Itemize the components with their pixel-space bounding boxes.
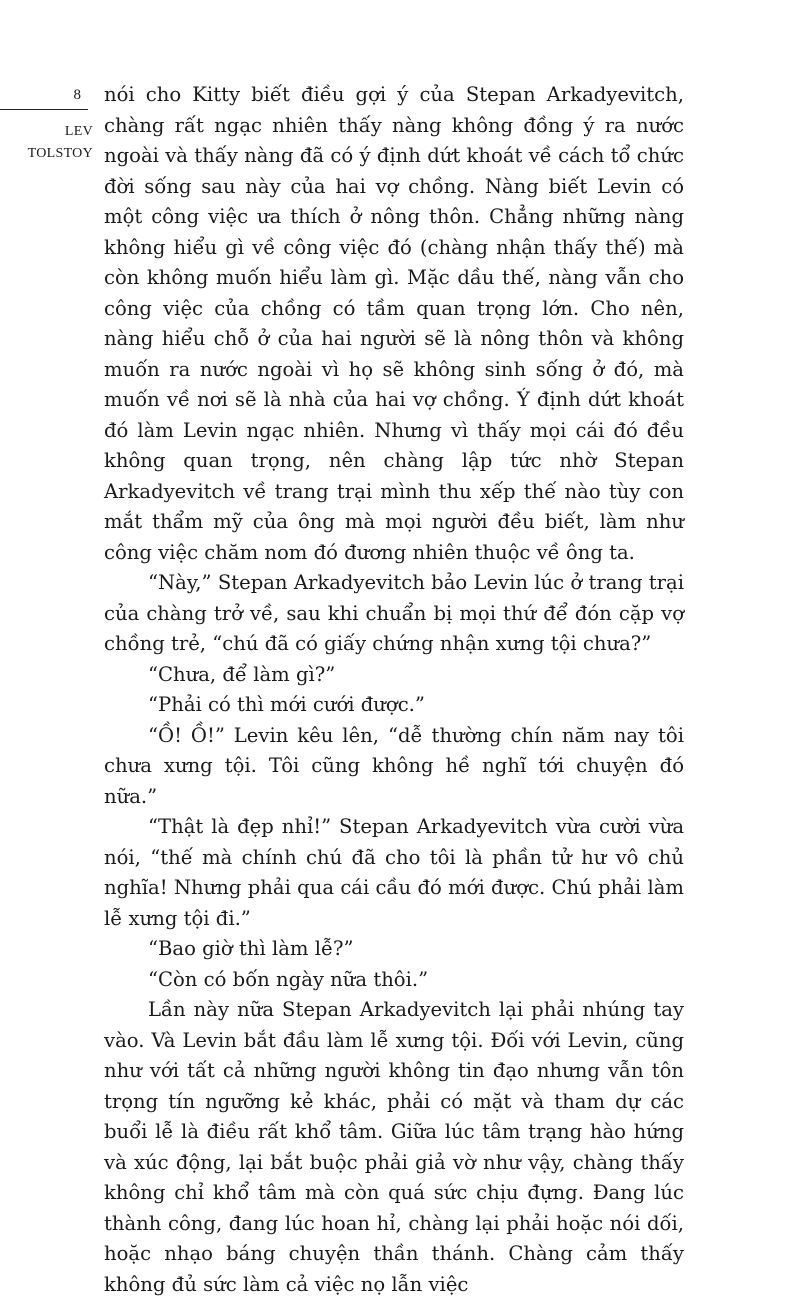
page-number: 8 xyxy=(73,87,81,103)
author-last-name: TOLSTOY xyxy=(27,146,93,161)
paragraph: “Bao giờ thì làm lễ?” xyxy=(148,937,354,960)
paragraph: “Này,” Stepan Arkadyevitch bảo Levin lúc ở trang trại của chàng trở về, sau khi chuẩn bị mọi thứ để đón cặp vợ chồng trẻ, “chú đã có giấy chứng nhận xưng tội chưa?” xyxy=(104,571,684,655)
header-rule xyxy=(0,109,88,110)
paragraph: “Thật là đẹp nhỉ!” Stepan Arkadyevitch vừa cười vừa nói, “thế mà chính chú đã cho tôi là phần tử hư vô chủ nghĩa! Nhưng phải qua cái cầu đó mới được. Chú phải làm lễ xưng tội đi.” xyxy=(104,815,684,930)
paragraph: nói cho Kitty biết điều gợi ý của Stepan Arkadyevitch, chàng rất ngạc nhiên thấy nàng không đồng ý ra nước ngoài và thấy nàng đã có ý định dứt khoát về cách tổ chức đời sống sau này của hai vợ chồng. Nàng biết Levin có một công việc ưa thích ở nông thôn. Chẳng những nàng không hiểu gì về công việc đó (chàng nhận thấy thế) mà còn không muốn hiểu làm gì. Mặc dầu thế, nàng vẫn cho công việc của chồng có tầm quan trọng lớn. Cho nên, nàng hiểu chỗ ở của hai người sẽ là nông thôn và không muốn ra nước ngoài vì họ sẽ không sinh sống ở đó, mà muốn về nơi sẽ là nhà của hai vợ chồng. Ý định dứt khoát đó làm Levin ngạc nhiên. Nhưng vì thấy mọi cái đó đều không quan trọng, nên chàng lập tức nhờ Stepan Arkadyevitch về trang trại mình thu xếp thế nào tùy con mắt thẩm mỹ của ông mà mọi người đều biết, làm như công việc chăm nom đó đương nhiên thuộc về ông ta. xyxy=(104,83,684,564)
paragraph: “Chưa, để làm gì?” xyxy=(148,662,336,686)
body-text xyxy=(104,80,684,1300)
paragraph: “Còn có bốn ngày nữa thôi.” xyxy=(148,967,429,991)
paragraph: Lần này nữa Stepan Arkadyevitch lại phải nhúng tay vào. Và Levin bắt đầu làm lễ xưng tội. Đối với Levin, cũng như với tất cả những người không tin đạo nhưng vẫn tôn trọng tín ngưỡng kẻ khác, phải có mặt và tham dự các buổi lễ là điều rất khổ tâm. Giữa lúc tâm trạng hào hứng và xúc động, lại bắt buộc phải giả vờ như vậy, chàng thấy không chỉ khổ tâm mà còn quá sức chịu đựng. Đang lúc thành công, đang lúc hoan hỉ, chàng lại phải hoặc nói dối, hoặc nhạo báng chuyện thần thánh. Chàng cảm thấy không đủ sức làm cả việc nọ lẫn việc xyxy=(104,998,684,1296)
paragraph: “Ồ! Ồ!” Levin kêu lên, “dễ thường chín năm nay tôi chưa xưng tội. Tôi cũng không hề nghĩ tới chuyện đó nữa.” xyxy=(104,723,684,808)
author-name xyxy=(28,121,93,165)
paragraph: “Phải có thì mới cưới được.” xyxy=(148,693,425,716)
author-first-name: LEV xyxy=(64,124,93,139)
